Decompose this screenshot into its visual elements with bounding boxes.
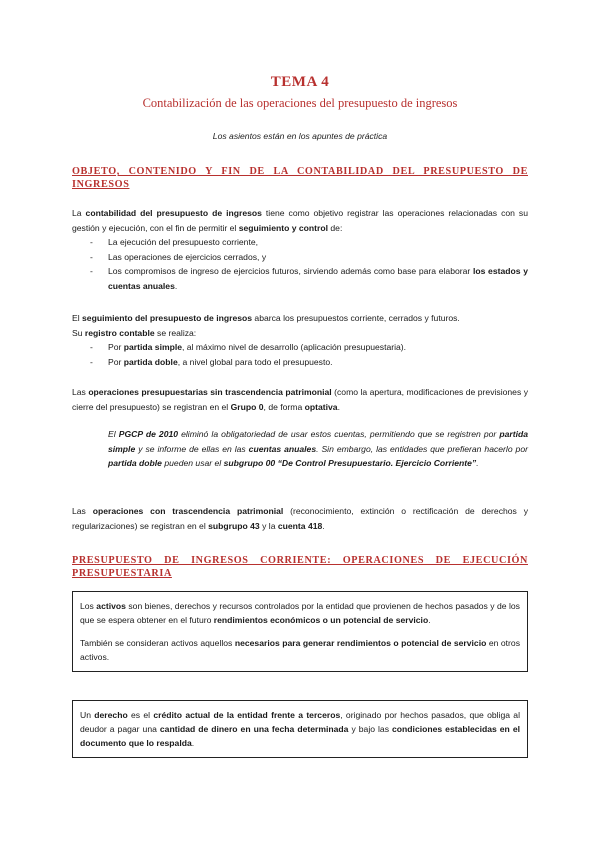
list-item: - Los compromisos de ingreso de ejercicios futuros, sirviendo además como base para elaborar los estados y cuentas anuales.	[90, 266, 528, 291]
page-title: TEMA 4	[270, 74, 330, 90]
list-item: - Por partida doble, a nivel global para todo el presupuesto.	[90, 356, 333, 367]
practice-note: Los asientos están en los apuntes de práctica	[212, 131, 388, 141]
paragraph-con-trascendencia: Las operaciones con trascendencia patrimonial (reconocimiento, extinción o rectificación de derechos y regularizaciones) se registran en el subgrupo 43 y la cuenta 418.	[72, 506, 528, 531]
objectives-list	[72, 235, 528, 293]
paragraph-sin-trascendencia: Las operaciones presupuestarias sin trascendencia patrimonial (como la apertura, modificaciones de previsiones y cierre del presupuesto) se registran en el Grupo 0, de forma optativa.	[72, 387, 528, 412]
list-item: - La ejecución del presupuesto corriente,	[90, 237, 259, 247]
definition-activos-extra: También se consideran activos aquellos necesarios para generar rendimientos o potencial de servicio en otros activos.	[80, 638, 520, 662]
paragraph-contabilidad: La contabilidad del presupuesto de ingresos tiene como objetivo registrar las operaciones relacionadas con su gestión y ejecución, con el fin de permitir el seguimiento y control de: - La ejecución del presupuesto corriente, - Las operaciones de ejercicios cerrados, y - Los compromisos de ingreso de ejercicios futuros, sirviendo además como base para elaborar los estados y cuentas anuales.	[72, 206, 528, 293]
list-item: - Las operaciones de ejercicios cerrados, y	[90, 251, 267, 262]
definition-box-derecho	[72, 700, 528, 758]
registro-list	[72, 340, 528, 369]
definition-derecho: Un derecho es el crédito actual de la entidad frente a terceros, originado por hechos pasados, que obliga al deudor a pagar una cantidad de dinero en una fecha determinada y bajo las condiciones establecidas en el documento que lo respalda.	[80, 710, 520, 748]
page-subtitle: Contabilización de las operaciones del presupuesto de ingresos	[142, 96, 458, 110]
paragraph-seguimiento: El seguimiento del presupuesto de ingresos abarca los presupuestos corriente, cerrados y futuros. Su registro contable se realiza: - Por partida simple, al máximo nivel de desarrollo (aplicación presupuestaria). - Por partida doble, a nivel global para todo el presupuesto.	[72, 311, 528, 369]
section-heading-objeto: OBJETO, CONTENIDO Y FIN DE LA CONTABILIDAD DEL PRESUPUESTO DE INGRESOS	[72, 166, 528, 190]
definition-activos: Los activos son bienes, derechos y recursos controlados por la entidad que provienen de hechos pasados y de los que se espera obtener en el futuro rendimientos económicos o un potencial de servicio.	[80, 601, 520, 625]
paragraph-pgcp-2010: El PGCP de 2010 eliminó la obligatoriedad de usar estos cuentas, permitiendo que se registren por partida simple y se informe de ellas en las cuentas anuales. Sin embargo, las entidades que prefieran hacerlo por partida doble pueden usar el subgrupo 00 “De Control Presupuestario. Ejercicio Corriente”.	[108, 429, 528, 468]
section-heading-presupuesto-corriente: PRESUPUESTO DE INGRESOS CORRIENTE: OPERACIONES DE EJECUCIÓN PRESUPUESTARIA	[72, 555, 528, 579]
list-item: - Por partida simple, al máximo nivel de desarrollo (aplicación presupuestaria).	[90, 342, 407, 352]
definition-box-activos	[72, 591, 528, 672]
